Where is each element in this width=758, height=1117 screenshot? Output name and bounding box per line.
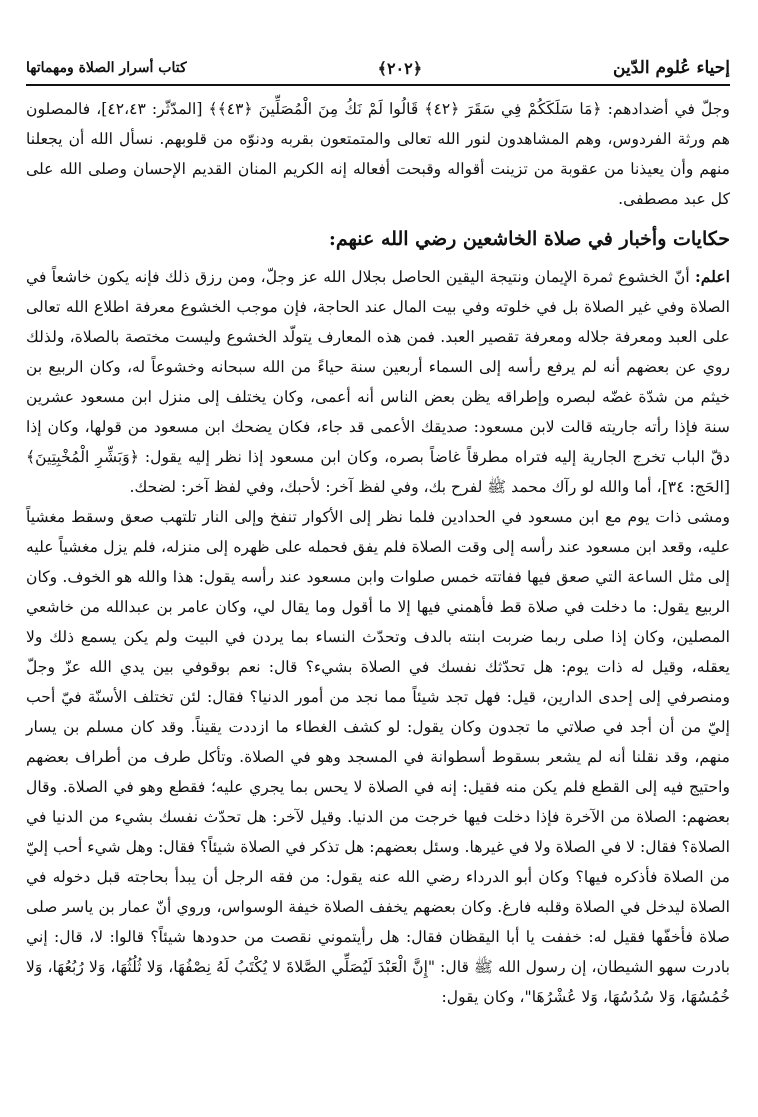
paragraph-lead-word: اعلم: bbox=[695, 267, 730, 286]
page-number: ﴿٢٠٢﴾ bbox=[377, 58, 423, 78]
book-title: إحياء عُلوم الدّين bbox=[613, 58, 730, 78]
paragraph-2 bbox=[26, 262, 730, 502]
paragraph-1: وجلّ في أضدادهم: ﴿مَا سَلَكَكُمْ فِي سَقَرَ ﴿٤٢﴾ قَالُوا لَمْ نَكُ مِنَ الْمُصَلِّينَ ﴿٤٣﴾﴾ [المدّثّر: ٤٢،٤٣]، فالمصلون هم ورثة الفردوس، وهم المشاهدون لنور الله تعالى والمتمتعون بقربه ودنوّه من قلوبهم. نسأل الله أن يجعلنا منهم وأن يعيذنا من عقوبة من تزينت أقواله وقبحت أفعاله إنه الكريم المنان القديم الإحسان وصلى الله على كل عبد مصطفى. bbox=[26, 100, 730, 208]
paragraph-2-text: أنّ الخشوع ثمرة الإيمان ونتيجة اليقين الحاصل بجلال الله عز وجلّ، ومن رزق ذلك فإنه يكون خاشعاً في الصلاة وفي غير الصلاة بل في خلوته وفي بيت المال عند الحاجة، فإن موجب الخشوع معرفة اطلاع الله تعالى على العبد ومعرفة جلاله ومعرفة تقصير العبد. فمن هذه المعارف يتولّد الخشوع وليست مختصة بالصلاة، ولذلك روي عن بعضهم أنه لم يرفع رأسه إلى السماء أربعين سنة حياءً من الله سبحانه وخشوعاً له، وكان الربيع بن خيثم من شدّة غضّه لبصره وإطراقه يظن بعض الناس أنه أعمى، وكان يختلف إلى منزل ابن مسعود عشرين سنة فإذا رأته جاريته قالت لابن مسعود: صديقك الأعمى قد جاء، فكان يضحك ابن مسعود من قولها، وكان إذا دقّ الباب تخرج الجارية إليه فتراه مطرقاً غاضاً بصره، وكان ابن مسعود إذا نظر إليه يقول: ﴿وَبَشِّرِ الْمُخْبِتِينَ﴾ [الحَج: ٣٤]، أما والله لو رآك محمد ﷺ لفرح بك، وفي لفظ آخر: لأحبك، وفي لفظ آخر: لضحك. bbox=[26, 268, 730, 496]
paragraph-3: ومشى ذات يوم مع ابن مسعود في الحدادين فلما نظر إلى الأكوار تنفخ وإلى النار تلتهب صعق وسقط مغشياً عليه، وقعد ابن مسعود عند رأسه إلى وقت الصلاة فلم يفق فحمله على ظهره إلى منزله، فلم يزل مغشياً عليه إلى مثل الساعة التي صعق فيها ففاتته خمس صلوات وابن مسعود عند رأسه يقول: هذا والله هو الخوف. وكان الربيع يقول: ما دخلت في صلاة قط فأهمني فيها إلا ما أقول وما يقال لي، وكان عامر بن عبدالله من خاشعي المصلين، وكان إذا صلى ربما ضربت ابنته بالدف وتحدّث النساء بما يردن في البيت ولم يكن يسمع ذلك ولا يعقله، وقيل له ذات يوم: هل تحدّثك نفسك في الصلاة بشيء؟ قال: نعم بوقوفي بين يدي الله عزّ وجلّ ومنصرفي إلى إحدى الدارين، قيل: فهل تجد شيئاً مما نجد من أمور الدنيا؟ فقال: لئن تختلف الأسنّة فيّ أحب إليّ من أن أجد في صلاتي ما تجدون وكان يقول: لو كشف الغطاء ما ازددت يقيناً. وقد كان مسلم بن يسار منهم، وقد نقلنا أنه لم يشعر بسقوط أسطوانة في المسجد وهو في الصلاة. وتأكل طرف من أطراف بعضهم واحتيج فيه إلى القطع فلم يكن منه فقيل: إنه في الصلاة لا يحس بما يجري عليه؛ فقطع وهو في الصلاة. وقال بعضهم: الصلاة من الآخرة فإذا دخلت فيها خرجت من الدنيا. وقيل لآخر: هل تحدّث نفسك بشيء من الدنيا في الصلاة؟ فقال: لا في الصلاة ولا في غيرها. وسئل بعضهم: هل تذكر في الصلاة شيئاً؟ فقال: وهل شيء أحب إليّ من الصلاة فأذكره فيها؟ وكان أبو الدرداء رضي الله عنه يقول: من فقه الرجل أن يبدأ بحاجته قبل دخوله في الصلاة ليدخل في الصلاة وقلبه فارغ. وكان بعضهم يخفف الصلاة خيفة الوسواس، وروي أنّ عمار بن ياسر صلى صلاة فأخفّها فقيل له: خففت يا أبا اليقظان فقال: هل رأيتموني نقصت من حدودها شيئاً؟ قالوا: لا، قال: إني بادرت سهو الشيطان، إن رسول الله ﷺ قال: "إِنَّ الْعَبْدَ لَيُصَلِّي الصَّلاةَ لا يُكْتَبُ لَهُ نِصْفُهَا، وَلا ثُلُثُهَا، وَلا رُبُعُهَا، وَلا خُمُسُهَا، وَلا سُدُسُهَا، وَلا عُشْرُهَا"، وكان يقول: bbox=[26, 508, 730, 1006]
section-heading: حكايات وأخبار في صلاة الخاشعين رضي الله عنهم: bbox=[328, 228, 730, 250]
page-header bbox=[26, 52, 730, 86]
chapter-title: كتاب أسرار الصلاة ومهماتها bbox=[26, 60, 187, 76]
page-body bbox=[26, 94, 730, 1012]
